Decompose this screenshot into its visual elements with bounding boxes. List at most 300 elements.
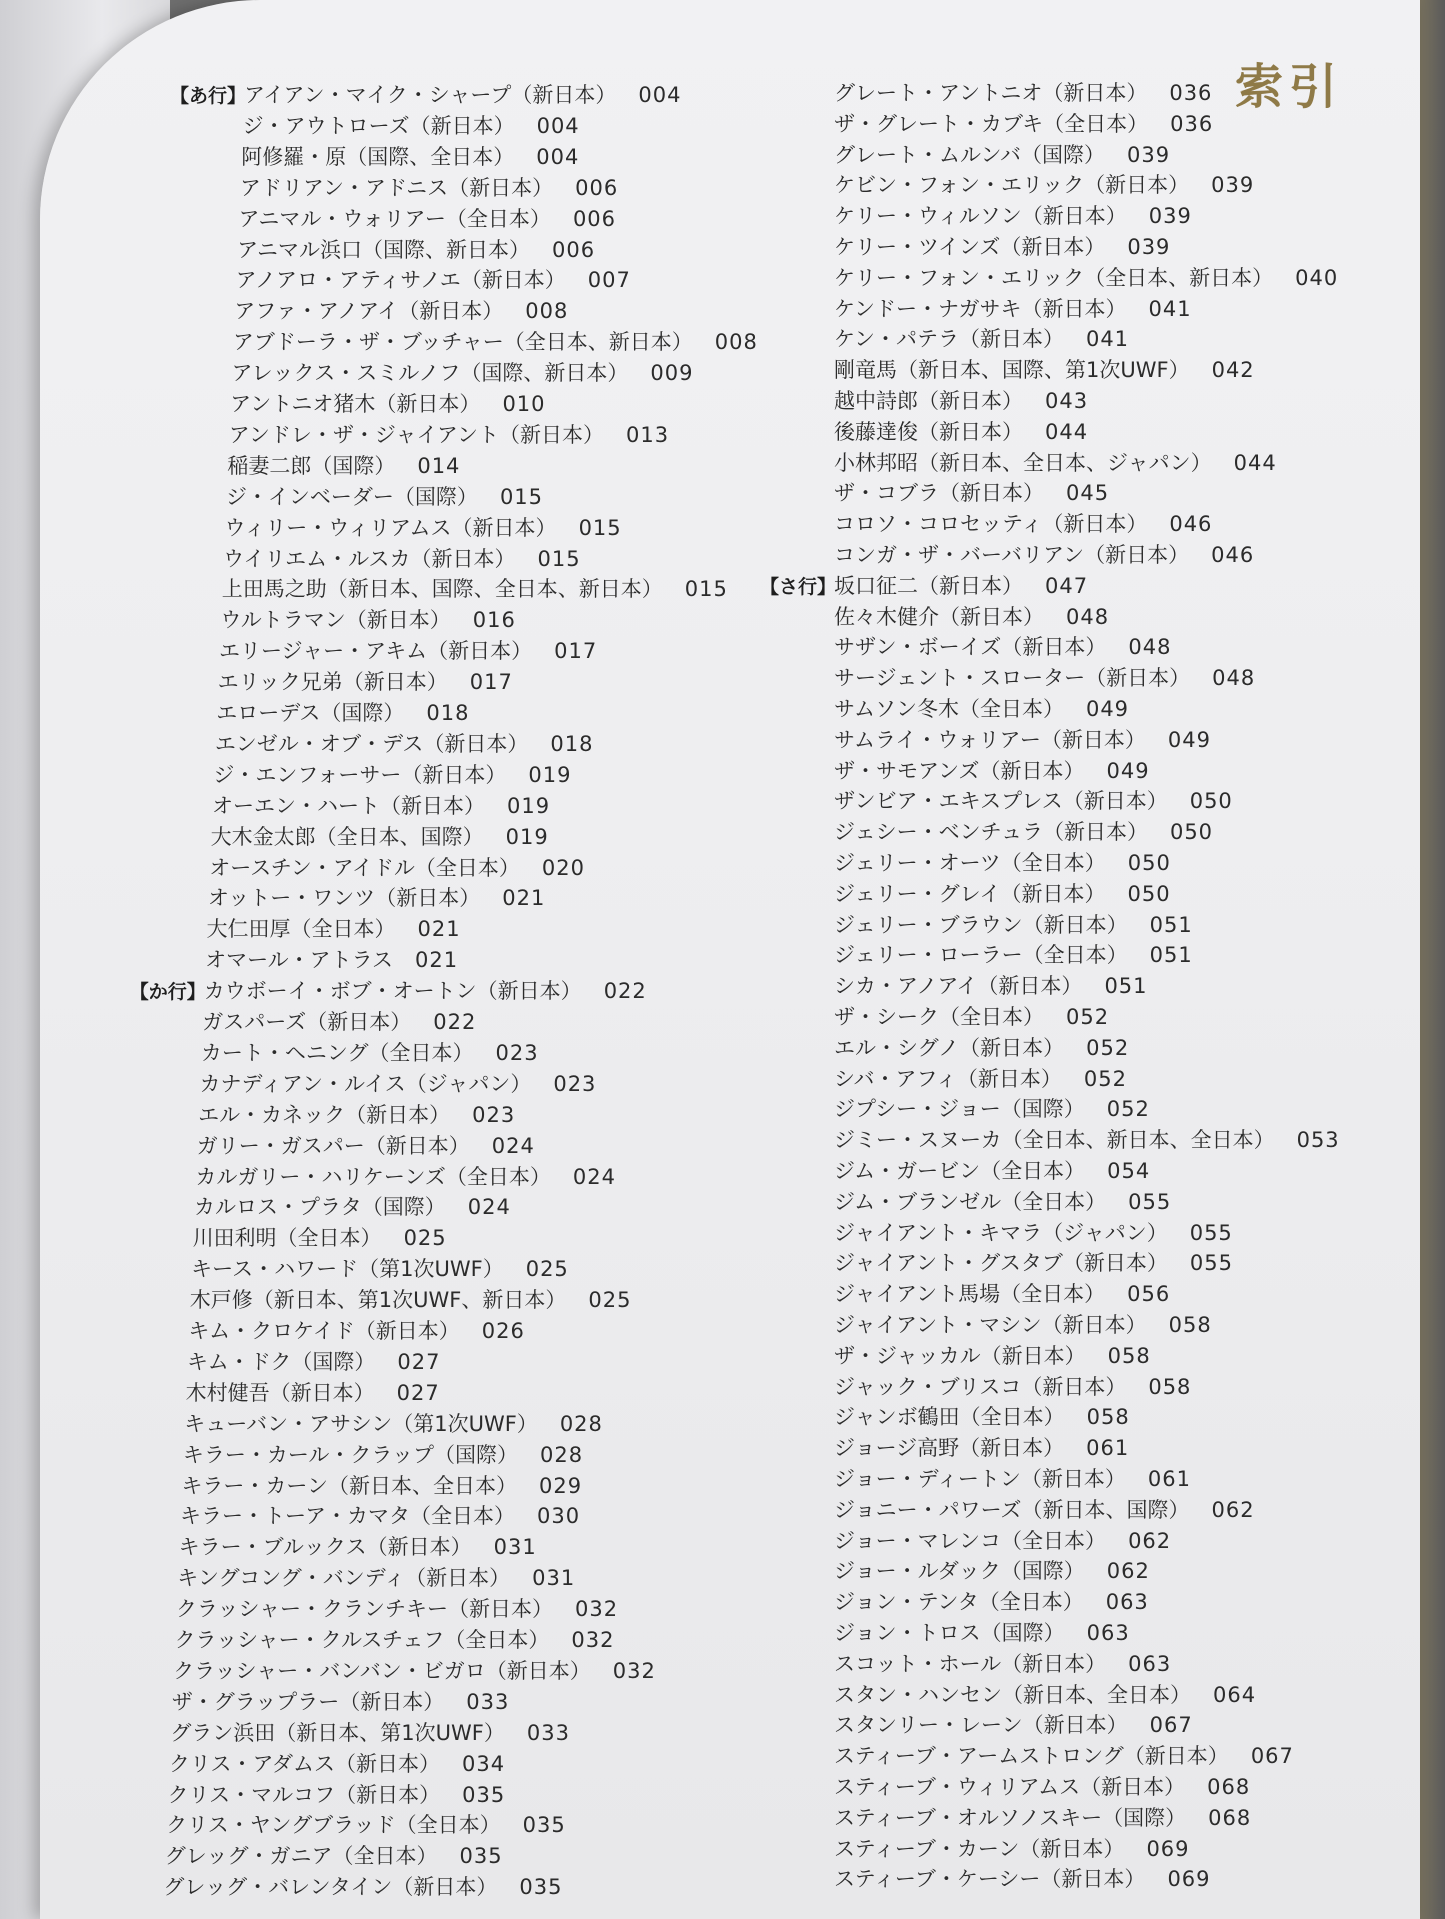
index-entry — [132, 914, 460, 944]
index-entry — [760, 1248, 1233, 1278]
index-entry-page-number: 058 — [1107, 1343, 1151, 1368]
index-entry — [760, 324, 1129, 354]
index-entry-name: ケン・パテラ（新日本） — [834, 327, 1064, 352]
index-entry-name: グレッグ・バレンタイン（新日本） — [163, 1875, 498, 1900]
index-entry-name: クリス・マルコフ（新日本） — [167, 1782, 441, 1807]
index-entry-page-number: 062 — [1106, 1559, 1150, 1584]
index-entry-page-number: 062 — [1128, 1528, 1172, 1553]
index-entry — [760, 1464, 1191, 1494]
index-entry-page-number: 055 — [1128, 1189, 1172, 1214]
index-entry-name: カルロス・プラタ（国際） — [193, 1195, 446, 1220]
index-entry-page-number: 048 — [1212, 666, 1256, 691]
index-entry-name: ジョン・テンタ（全日本） — [834, 1590, 1084, 1615]
index-entry-name: キューバン・アサシン（第1次UWF） — [184, 1411, 538, 1436]
index-section-label: 【さ行】 — [760, 575, 837, 598]
index-entry-page-number: 050 — [1169, 820, 1214, 845]
index-entry — [760, 1649, 1171, 1679]
index-entry-page-number: 040 — [1295, 265, 1339, 290]
index-entry — [114, 1316, 524, 1346]
index-entry — [760, 1402, 1130, 1432]
index-entry-name: アンドレ・ザ・ジャイアント（新日本） — [228, 422, 604, 447]
index-entry-page-number: 028 — [540, 1442, 584, 1467]
index-entry — [760, 448, 1277, 478]
index-entry — [131, 945, 458, 975]
index-entry-name: スタンリー・レーン（新日本） — [834, 1713, 1128, 1738]
index-entry-name: エローデス（国際） — [216, 701, 405, 725]
index-entry — [116, 1285, 632, 1315]
index-entry — [760, 632, 1171, 662]
index-entry-name: ジェシー・ベンチュラ（新日本） — [834, 820, 1148, 845]
index-entry-name: クラッシャー・クランチキー（新日本） — [175, 1597, 554, 1622]
index-entry-page-number: 053 — [1296, 1128, 1340, 1153]
index-entry-name: スコット・ホール（新日本） — [834, 1651, 1107, 1676]
index-entry-name: 大仁田厚（全日本） — [206, 917, 396, 942]
index-entry-name: エリック兄弟（新日本） — [217, 670, 448, 695]
index-entry-page-number: 042 — [1211, 358, 1255, 383]
index-entry — [760, 602, 1109, 632]
index-entry-name: スティーブ・カーン（新日本） — [834, 1836, 1125, 1861]
index-entry-name: ケリー・ツインズ（新日本） — [834, 235, 1106, 259]
index-entry-name: キム・クロケイド（新日本） — [188, 1319, 460, 1343]
index-entry — [89, 1872, 562, 1902]
index-entry-name: キム・ドク（国際） — [187, 1349, 376, 1374]
index-entry — [141, 729, 594, 759]
index-entry-page-number: 006 — [575, 175, 619, 200]
index-entry-name: グレート・ムルンバ（国際） — [834, 142, 1106, 167]
index-entry-name: 木戸修（新日本、第1次UWF、新日本） — [189, 1288, 567, 1313]
index-entry-page-number: 015 — [684, 577, 728, 602]
index-entry — [760, 971, 1148, 1001]
index-entry-name: ジミー・スヌーカ（全日本、新日本、全日本） — [834, 1128, 1275, 1153]
index-entry — [155, 420, 669, 450]
index-entry-name: ウィリー・ウィリアムス（新日本） — [224, 515, 557, 540]
index-entry-page-number: 026 — [481, 1319, 525, 1343]
index-entry-name: アノアロ・アティサノエ（新日本） — [235, 268, 566, 293]
index-entry-name: ジャンボ鶴田（全日本） — [834, 1405, 1065, 1430]
index-entry-page-number: 061 — [1086, 1436, 1130, 1461]
index-entry-name: エンゼル・オブ・デス（新日本） — [214, 731, 529, 756]
index-entry — [92, 1810, 566, 1840]
index-entry-page-number: 069 — [1146, 1836, 1190, 1861]
index-entry-name: グラン浜田（新日本、第1次UWF） — [170, 1720, 505, 1745]
index-entry — [760, 1125, 1340, 1155]
index-entry-name: ザンビア・エキスプレス（新日本） — [834, 789, 1168, 814]
index-entry-page-number: 058 — [1148, 1374, 1192, 1399]
index-entry-page-number: 025 — [403, 1226, 447, 1251]
index-entry — [760, 786, 1233, 816]
index-entry-page-number: 008 — [714, 330, 758, 355]
index-entry-name: ジ・アウトローズ（新日本） — [242, 113, 515, 138]
index-entry — [112, 1378, 440, 1408]
index-entry-page-number: 004 — [536, 113, 580, 138]
index-entry-page-number: 033 — [526, 1720, 570, 1745]
index-entry-name: アブドーラ・ザ・ブッチャー（全日本、新日本） — [232, 330, 693, 355]
index-entry — [760, 1710, 1193, 1740]
index-entry-page-number: 045 — [1066, 481, 1110, 506]
index-entry — [760, 201, 1192, 231]
index-entry — [134, 883, 545, 913]
index-entry-name: キラー・トーア・カマタ（全日本） — [180, 1504, 515, 1529]
index-entry-page-number: 068 — [1208, 1805, 1252, 1830]
index-entry-page-number: 032 — [571, 1628, 615, 1652]
index-entry-page-number: 023 — [472, 1102, 516, 1127]
index-entry-name: エル・シグノ（新日本） — [834, 1035, 1065, 1060]
index-entry — [760, 386, 1088, 416]
index-entry-page-number: 032 — [612, 1658, 656, 1683]
index-entry-name: オットー・ワンツ（新日本） — [207, 886, 481, 911]
index-entry — [760, 756, 1150, 786]
index-page — [40, 0, 1420, 1919]
index-entry-name: アドリアン・アドニス（新日本） — [239, 175, 554, 200]
index-entry-page-number: 015 — [499, 484, 544, 509]
index-entry-name: ジョー・ディートン（新日本） — [834, 1467, 1126, 1491]
index-entry — [99, 1656, 656, 1686]
index-entry — [760, 109, 1213, 139]
index-entry-page-number: 007 — [587, 268, 631, 293]
index-entry — [760, 170, 1254, 200]
index-entry — [760, 940, 1193, 970]
index-entry-page-number: 049 — [1085, 697, 1130, 721]
index-entry-name: ジョー・マレンコ（全日本） — [834, 1528, 1107, 1553]
index-entry-page-number: 018 — [550, 731, 594, 756]
index-entry-page-number: 043 — [1045, 389, 1089, 413]
index-entry — [760, 694, 1129, 724]
index-entry-page-number: 039 — [1148, 204, 1192, 229]
index-entry-name: ザ・ジャッカル（新日本） — [834, 1343, 1086, 1368]
index-entry-name: 小林邦昭（新日本、全日本、ジャパン） — [834, 450, 1212, 475]
index-entry-page-number: 039 — [1211, 173, 1255, 198]
index-entry-page-number: 050 — [1189, 789, 1233, 814]
index-entry-page-number: 033 — [466, 1689, 510, 1714]
index-entry — [144, 667, 513, 697]
index-entry-name: スティーブ・アームストロング（新日本） — [834, 1744, 1229, 1769]
index-entry — [138, 791, 550, 821]
index-entry-page-number: 058 — [1086, 1405, 1130, 1430]
index-entry-name: クラッシャー・クルスチェフ（全日本） — [174, 1628, 550, 1652]
index-entry — [760, 571, 1088, 601]
index-entry-page-number: 023 — [495, 1040, 539, 1065]
index-entry-name: ジェリー・グレイ（新日本） — [834, 881, 1106, 906]
index-section-label: 【か行】 — [129, 981, 206, 1004]
index-entry-name: スティーブ・オルソノスキー（国際） — [834, 1805, 1187, 1830]
index-entry-page-number: 067 — [1149, 1713, 1193, 1738]
index-entry — [121, 1162, 616, 1192]
index-entry-name: サザン・ボーイズ（新日本） — [834, 635, 1107, 660]
index-entry-name: アイアン・マイク・シャープ（新日本） — [244, 83, 617, 107]
index-entry-name: ジ・エンフォーサー（新日本） — [213, 762, 507, 787]
index-entry — [145, 636, 597, 666]
index-entry — [152, 482, 543, 512]
index-entry-page-number: 050 — [1127, 851, 1171, 875]
index-entry — [119, 1223, 447, 1253]
index-entry-name: ジェリー・ローラー（全日本） — [834, 943, 1128, 968]
index-entry-page-number: 019 — [505, 824, 549, 849]
index-entry-page-number: 069 — [1167, 1867, 1211, 1892]
index-entry-name: クリス・ヤングブラッド（全日本） — [166, 1813, 501, 1838]
index-entry-name: ウイリエム・ルスカ（新日本） — [223, 546, 516, 571]
index-entry-name: ジョー・ルダック（国際） — [834, 1559, 1085, 1584]
index-entry-page-number: 061 — [1147, 1467, 1191, 1491]
index-entry-page-number: 044 — [1045, 419, 1089, 444]
index-entry-page-number: 062 — [1211, 1497, 1255, 1522]
index-entry — [760, 1495, 1255, 1525]
index-entry-name: ジェリー・オーツ（全日本） — [834, 851, 1106, 875]
index-entry-name: アレックス・スミルノフ（国際、新日本） — [231, 361, 629, 386]
index-entry — [760, 848, 1171, 878]
index-entry-name: カート・ヘニング（全日本） — [200, 1040, 474, 1065]
index-entry-page-number: 049 — [1106, 758, 1150, 783]
index-entry — [105, 1532, 537, 1562]
index-entry-page-number: 004 — [536, 144, 580, 169]
index-entry-name: ジプシー・ジョー（国際） — [834, 1097, 1085, 1122]
index-entry-name: 剛竜馬（新日本、国際、第1次UWF） — [834, 358, 1190, 383]
index-entry — [760, 1279, 1170, 1309]
index-entry-page-number: 055 — [1189, 1251, 1233, 1276]
index-entry-page-number: 019 — [507, 793, 551, 818]
index-entry — [760, 417, 1088, 447]
index-entry-name: キラー・カール・クラップ（国際） — [182, 1442, 518, 1467]
index-entry-name: 越中詩郎（新日本） — [834, 389, 1023, 413]
index-entry — [98, 1687, 510, 1717]
index-entry-page-number: 021 — [417, 917, 461, 942]
index-entry-page-number: 041 — [1148, 296, 1192, 321]
index-entry-page-number: 036 — [1169, 81, 1213, 105]
index-entry-name: グレッグ・ガニア（全日本） — [164, 1844, 438, 1869]
index-entry-page-number: 041 — [1085, 327, 1130, 352]
index-entry — [760, 663, 1255, 693]
index-entry — [760, 1218, 1233, 1248]
index-entry — [760, 540, 1254, 570]
index-entry-page-number: 015 — [537, 546, 581, 571]
index-entry — [760, 879, 1171, 909]
index-entry — [156, 389, 545, 419]
index-entry-page-number: 039 — [1127, 235, 1171, 259]
index-entry-name: キングコング・バンディ（新日本） — [177, 1566, 511, 1591]
index-entry — [128, 1007, 476, 1037]
index-entry-page-number: 032 — [575, 1597, 619, 1622]
index-entry-name: ザ・グラップラー（新日本） — [171, 1689, 445, 1714]
index-entry-name: オマール・アトラス — [205, 948, 394, 973]
index-entry-name: ケビン・フォン・エリック（新日本） — [834, 173, 1190, 198]
index-entry — [100, 1625, 614, 1655]
index-entry-page-number: 049 — [1167, 727, 1211, 752]
index-entry — [123, 1131, 535, 1161]
index-entry-name: ジョニー・パワーズ（新日本、国際） — [834, 1497, 1190, 1522]
index-entry-name: エリージャー・アキム（新日本） — [218, 639, 533, 664]
index-entry-name: キラー・カーン（新日本、全日本） — [181, 1473, 518, 1498]
index-entry — [159, 327, 758, 357]
index-entry-name: スティーブ・ケーシー（新日本） — [834, 1867, 1146, 1892]
index-entry-page-number: 031 — [532, 1566, 576, 1591]
index-entry-page-number: 013 — [626, 422, 670, 447]
index-entry-name: アニマル・ウォリアー（全日本） — [238, 206, 551, 231]
index-entry — [113, 1347, 440, 1377]
index-entry-name: クラッシャー・バンバン・ビガロ（新日本） — [173, 1658, 591, 1683]
index-entry-name: コロソ・コロセッティ（新日本） — [834, 512, 1148, 537]
index-entry-page-number: 014 — [417, 453, 461, 478]
index-entry — [162, 265, 631, 295]
index-entry-page-number: 052 — [1106, 1097, 1150, 1122]
index-entry-name: 阿修羅・原（国際、全日本） — [241, 144, 515, 169]
index-entry-name: クリス・アダムス（新日本） — [168, 1751, 441, 1776]
index-entry — [91, 1841, 503, 1871]
index-entry — [760, 910, 1193, 940]
index-entry-name: オーエン・ハート（新日本） — [212, 793, 486, 818]
index-entry — [166, 173, 618, 203]
index-entry-page-number: 029 — [539, 1473, 583, 1498]
index-entry-name: アントニオ猪木（新日本） — [230, 392, 481, 416]
index-entry — [151, 513, 622, 543]
index-entry — [760, 1094, 1150, 1124]
index-entry-name: シカ・アノアイ（新日本） — [834, 974, 1083, 999]
index-entry — [760, 355, 1255, 385]
index-entry — [167, 142, 579, 172]
index-entry-name: ジム・ガービン（全日本） — [834, 1159, 1086, 1183]
index-entry — [95, 1749, 505, 1779]
index-entry-page-number: 027 — [397, 1349, 441, 1374]
index-entry-name: ザ・グレート・カブキ（全日本） — [834, 111, 1149, 136]
index-entry-name: サージェント・スローター（新日本） — [834, 666, 1191, 691]
index-entry — [760, 294, 1192, 324]
index-entry-page-number: 051 — [1149, 912, 1193, 937]
index-entry — [103, 1563, 575, 1593]
index-entry-name: 佐々木健介（新日本） — [834, 604, 1044, 629]
index-entry-name: ジャック・ブリスコ（新日本） — [834, 1374, 1127, 1399]
index-entry-page-number: 035 — [519, 1875, 563, 1900]
index-entry-page-number: 018 — [426, 701, 470, 725]
index-entry — [107, 1471, 582, 1501]
index-entry — [102, 1594, 618, 1624]
index-entry-name: 坂口征二（新日本） — [834, 573, 1023, 598]
index-entry-page-number: 006 — [572, 206, 617, 231]
index-entry-page-number: 048 — [1066, 604, 1110, 629]
index-entry-page-number: 024 — [491, 1133, 535, 1158]
index-entry — [137, 822, 549, 852]
index-entry — [760, 1526, 1171, 1556]
index-entry — [135, 853, 585, 883]
index-entry — [760, 1834, 1190, 1864]
index-entry-name: 上田馬之助（新日本、国際、全日本、新日本） — [221, 577, 663, 602]
index-entry-page-number: 017 — [469, 670, 513, 695]
index-entry-page-number: 063 — [1105, 1590, 1149, 1615]
index-entry — [110, 1409, 603, 1439]
index-entry-name: コンガ・ザ・バーバリアン（新日本） — [834, 543, 1190, 567]
index-entry-name: ジャイアント・マシン（新日本） — [834, 1313, 1147, 1337]
index-entry — [126, 1069, 597, 1099]
index-entry — [760, 1064, 1127, 1094]
index-entry — [149, 544, 580, 574]
index-entry-name: グレート・アントニオ（新日本） — [834, 81, 1148, 105]
index-entry — [142, 698, 469, 728]
index-entry-name: ジャイアント・キマラ（ジャパン） — [834, 1220, 1168, 1245]
index-entry-name: ジャイアント・グスタブ（新日本） — [834, 1251, 1168, 1276]
index-entry-page-number: 009 — [650, 361, 694, 386]
index-entry-page-number: 019 — [528, 762, 572, 787]
index-entry-page-number: 025 — [588, 1288, 632, 1313]
index-entry-page-number: 047 — [1045, 573, 1089, 598]
index-entry-page-number: 046 — [1169, 512, 1213, 537]
index-entry — [760, 1741, 1294, 1771]
index-entry — [109, 1440, 583, 1470]
index-entry-name: ザ・コブラ（新日本） — [834, 481, 1044, 506]
index-entry-name: サムソン冬木（全日本） — [834, 697, 1064, 721]
index-entry — [760, 1618, 1130, 1648]
index-entry-page-number: 055 — [1189, 1220, 1233, 1245]
index-entry-page-number: 035 — [462, 1782, 506, 1807]
index-entry-page-number: 017 — [554, 639, 598, 664]
index-entry-name: スタン・ハンセン（新日本、全日本） — [834, 1682, 1191, 1707]
index-entry — [760, 1587, 1149, 1617]
index-entry — [760, 1187, 1171, 1217]
index-entry-page-number: 052 — [1086, 1035, 1130, 1060]
index-entry-page-number: 031 — [493, 1535, 537, 1560]
index-entry-page-number: 056 — [1127, 1282, 1171, 1307]
index-entry-name: カウボーイ・ボブ・オートン（新日本） — [203, 979, 582, 1004]
index-entry-page-number: 006 — [552, 237, 596, 262]
index-entry-page-number: 034 — [462, 1751, 506, 1776]
index-entry-page-number: 027 — [396, 1380, 440, 1405]
index-entry — [760, 1372, 1191, 1402]
index-entry-name: アファ・アノアイ（新日本） — [234, 299, 504, 324]
index-entry-page-number: 035 — [522, 1813, 566, 1838]
index-section-label: 【あ行】 — [170, 85, 247, 107]
index-entry-page-number: 030 — [537, 1504, 581, 1529]
index-entry — [124, 1100, 515, 1130]
index-entry-page-number: 063 — [1128, 1651, 1172, 1676]
index-entry — [760, 1433, 1129, 1463]
index-entry-page-number: 048 — [1128, 635, 1172, 660]
index-entry — [760, 1310, 1212, 1340]
index-entry — [127, 1038, 539, 1068]
index-entry-page-number: 058 — [1168, 1313, 1212, 1337]
index-entry — [760, 478, 1109, 508]
index-entry-name: ウルトラマン（新日本） — [220, 608, 451, 633]
index-entry-name: サムライ・ウォリアー（新日本） — [834, 727, 1146, 752]
index-entry-page-number: 022 — [433, 1010, 477, 1034]
index-entry — [760, 1341, 1151, 1371]
index-entry-page-number: 004 — [638, 83, 682, 107]
index-entry-name: ジョン・トロス（国際） — [834, 1621, 1065, 1645]
index-entry-name: スティーブ・ウィリアムス（新日本） — [834, 1775, 1186, 1799]
index-entry — [148, 574, 728, 604]
index-entry-page-number: 064 — [1213, 1682, 1257, 1707]
index-entry-name: 木村健吾（新日本） — [185, 1380, 375, 1405]
index-entry — [760, 509, 1212, 539]
index-entry — [163, 235, 595, 265]
index-entry-name: ザ・サモアンズ（新日本） — [834, 758, 1085, 783]
index-entry-name: ジャイアント馬場（全日本） — [834, 1282, 1106, 1307]
index-entry-name: ジョージ高野（新日本） — [834, 1436, 1065, 1461]
index-entry-page-number: 028 — [559, 1411, 603, 1436]
index-entry-name: ケリー・ウィルソン（新日本） — [834, 204, 1127, 229]
index-entry-page-number: 020 — [541, 855, 585, 880]
index-entry — [760, 232, 1170, 262]
index-entry-name: ケリー・フォン・エリック（全日本、新日本） — [834, 265, 1274, 290]
index-entry-name: ジ・インベーダー（国際） — [225, 484, 478, 509]
index-entry-page-number: 024 — [467, 1195, 511, 1220]
index-entry-name: キラー・ブルックス（新日本） — [178, 1535, 472, 1560]
index-entry — [760, 817, 1213, 847]
index-entry — [760, 1002, 1109, 1032]
index-entry — [94, 1780, 506, 1810]
index-entry — [760, 263, 1338, 293]
index-entry-page-number: 052 — [1083, 1066, 1127, 1091]
index-entry-page-number: 021 — [502, 886, 546, 911]
index-entry-name: オースチン・アイドル（全日本） — [209, 855, 520, 880]
index-entry-name: エル・カネック（新日本） — [198, 1102, 451, 1127]
index-entry-page-number: 008 — [525, 299, 569, 324]
index-entry-page-number: 021 — [415, 948, 459, 973]
